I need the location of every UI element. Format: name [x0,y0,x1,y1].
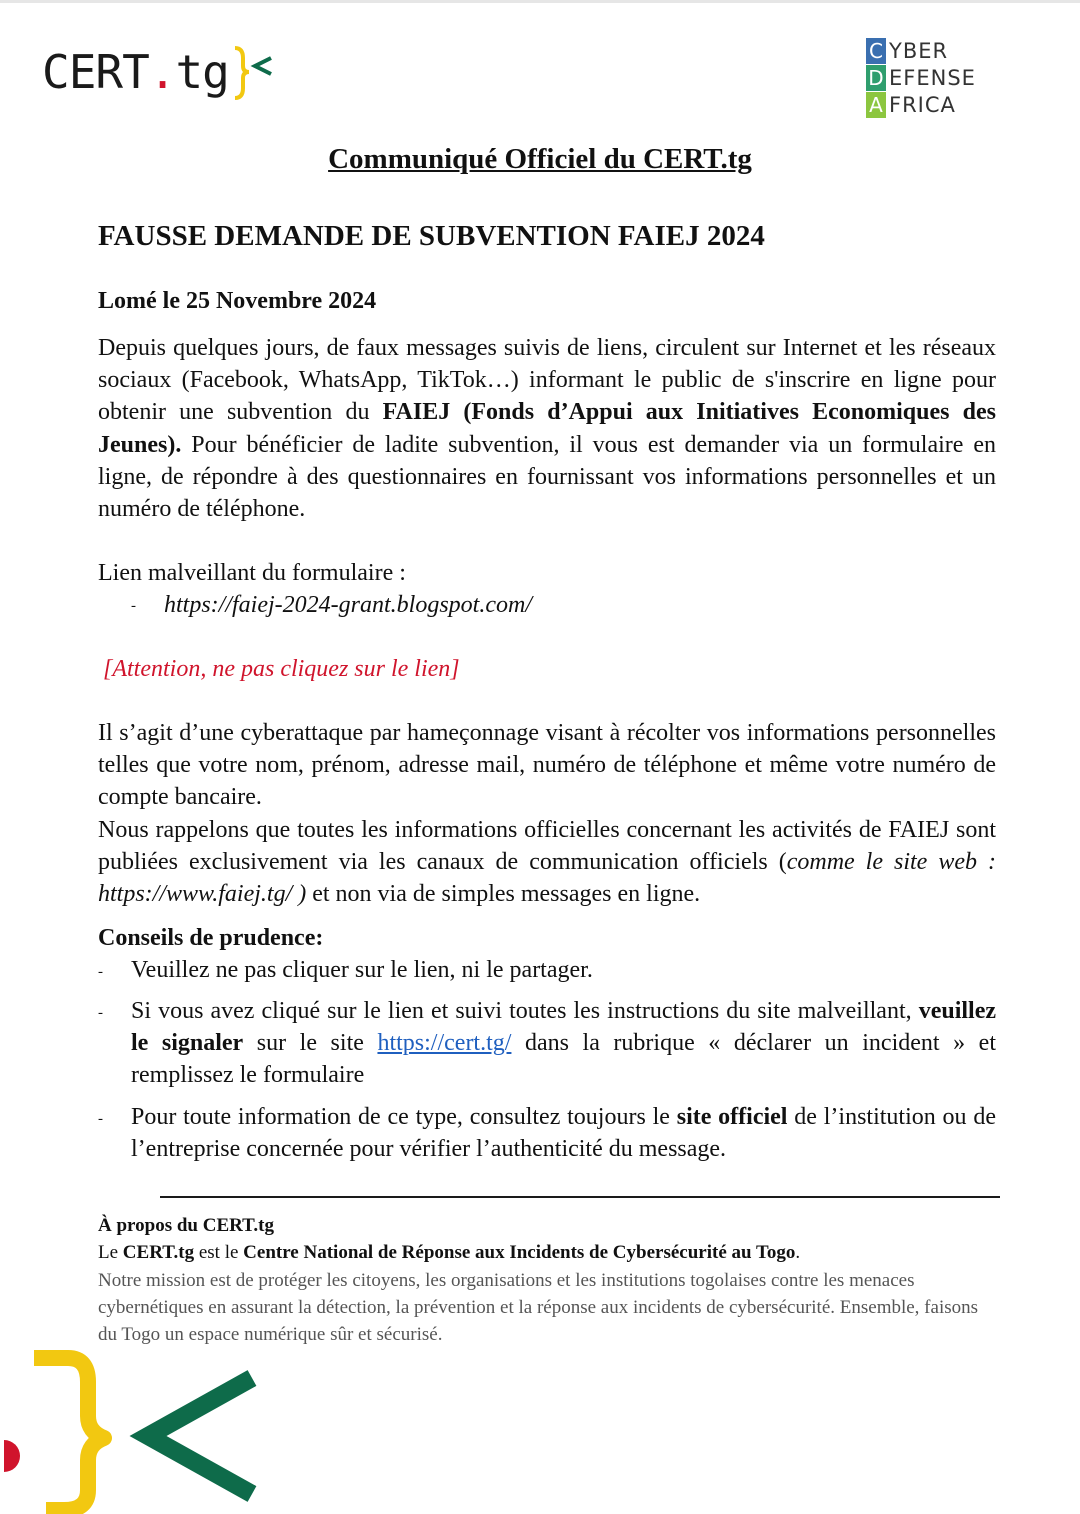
cert-tg-logo [42,42,277,102]
about-est: est le [194,1242,244,1263]
cyber-defense-africa-logo [866,36,1006,120]
advice-3-bold: site officiel [676,1104,788,1130]
intro-text-2: Pour bénéficier de ladite subvention, il vous est demander via un formulaire en ligne, de répondre à des questionnaires en fournissant vos informations personnelles et un numéro de téléphone. [98,431,996,523]
intro-paragraph [98,332,996,525]
cda-initial-d: D [866,65,886,91]
top-border [0,0,1080,3]
about-line [98,1239,998,1266]
document-date: Lomé le 25 Novembre 2024 [98,288,377,314]
reminder-site-italic: comme le site web : https://www.faiej.tg/ ) [98,849,996,908]
cda-word-africa: FRICA [889,93,956,117]
advice-2-bold: veuillez le signaler [131,998,996,1057]
cda-word-cyber: YBER [889,39,949,63]
document-subject: FAUSSE DEMANDE DE SUBVENTION FAIEJ 2024 [98,220,765,252]
explanation-paragraph: Il s’agit d’une cyberattaque par hameçonnage visant à récolter vos informations personnelles telles que votre nom, prénom, adresse mail, numéro de téléphone et même votre numéro de compte bancaire. [98,720,996,811]
malicious-url: https://faiej-2024-grant.blogspot.com/ [164,592,532,618]
about-title: À propos du CERT.tg [98,1215,275,1236]
warning-text: [Attention, ne pas cliquez sur le lien] [103,656,460,682]
brace-chevron-icon [231,44,277,100]
logo-text-tld: tg [175,45,229,99]
cda-initial-c: C [866,38,886,64]
advice-bullet-3: - [98,1111,103,1127]
advice-2-text-3: dans la rubrique « déclarer un incident » et remplissez le formulaire [131,1030,996,1089]
advice-2-text-2: sur le site [243,1030,378,1057]
reminder-text-1: Nous rappelons que toutes les informations officielles concernant les activités de FAIEJ sont publiées exclusivement via les canaux de communication officiels ( [98,817,996,876]
intro-faiej-bold: FAIEJ (Fonds d’Appui aux Initiatives Economiques des Jeunes). [98,399,996,458]
brand-mark-icon [0,1350,270,1514]
malicious-link-label: Lien malveillant du formulaire : [98,560,406,586]
cda-row-defense [866,65,976,91]
logo-wordmark [42,45,229,99]
advice-bullet-2: - [98,1005,103,1021]
about-fullname: Centre National de Réponse aux Incidents de Cybersécurité au Togo [243,1242,796,1263]
about-le: Le [98,1242,123,1263]
advice-item-1: Veuillez ne pas cliquer sur le lien, ni le partager. [131,957,593,983]
logo-text-dot: . [148,45,176,99]
advice-bullet-1: - [98,964,103,980]
cda-row-africa [866,92,956,118]
cda-row-cyber [866,38,948,64]
document-title: Communiqué Officiel du CERT.tg [328,143,752,175]
intro-text-1: Depuis quelques jours, de faux messages suivis de liens, circulent sur Internet et les réseaux sociaux (Facebook, WhatsApp, TikTok…) informant le public de s'inscrire en ligne pour obtenir une subvention du [98,335,996,426]
cda-word-defense: EFENSE [889,66,976,90]
malicious-link-bullet: - [131,598,136,614]
reminder-paragraph [98,814,996,911]
logo-text-main: CERT [42,45,149,99]
footer-divider [160,1196,1000,1198]
cert-site-link[interactable]: https://cert.tg/ [377,1030,512,1057]
cda-initial-a: A [866,92,886,118]
reminder-text-2: et non via de simples messages en ligne. [306,881,701,908]
advice-item-2 [131,995,996,1092]
advice-3-text-1: Pour toute information de ce type, consultez toujours le [131,1104,677,1130]
mission-text: Notre mission est de protéger les citoyens, les organisations et les institutions togolaises contre les menaces cybernétiques en assurant la détection, la prévention et la réponse aux incidents de cybersécurité. Ensemble, faisons du Togo un espace numérique sûr et sécurisé. [98,1270,979,1345]
advice-heading: Conseils de prudence: [98,925,324,951]
about-org: CERT.tg [122,1242,195,1263]
advice-3-text-2: de l’institution ou de l’entreprise concernée pour vérifier l’authenticité du message. [131,1104,996,1163]
advice-item-3 [131,1101,996,1165]
advice-2-text-1: Si vous avez cliqué sur le lien et suivi toutes les instructions du site malveillant, [131,998,919,1024]
about-period: . [795,1242,801,1263]
